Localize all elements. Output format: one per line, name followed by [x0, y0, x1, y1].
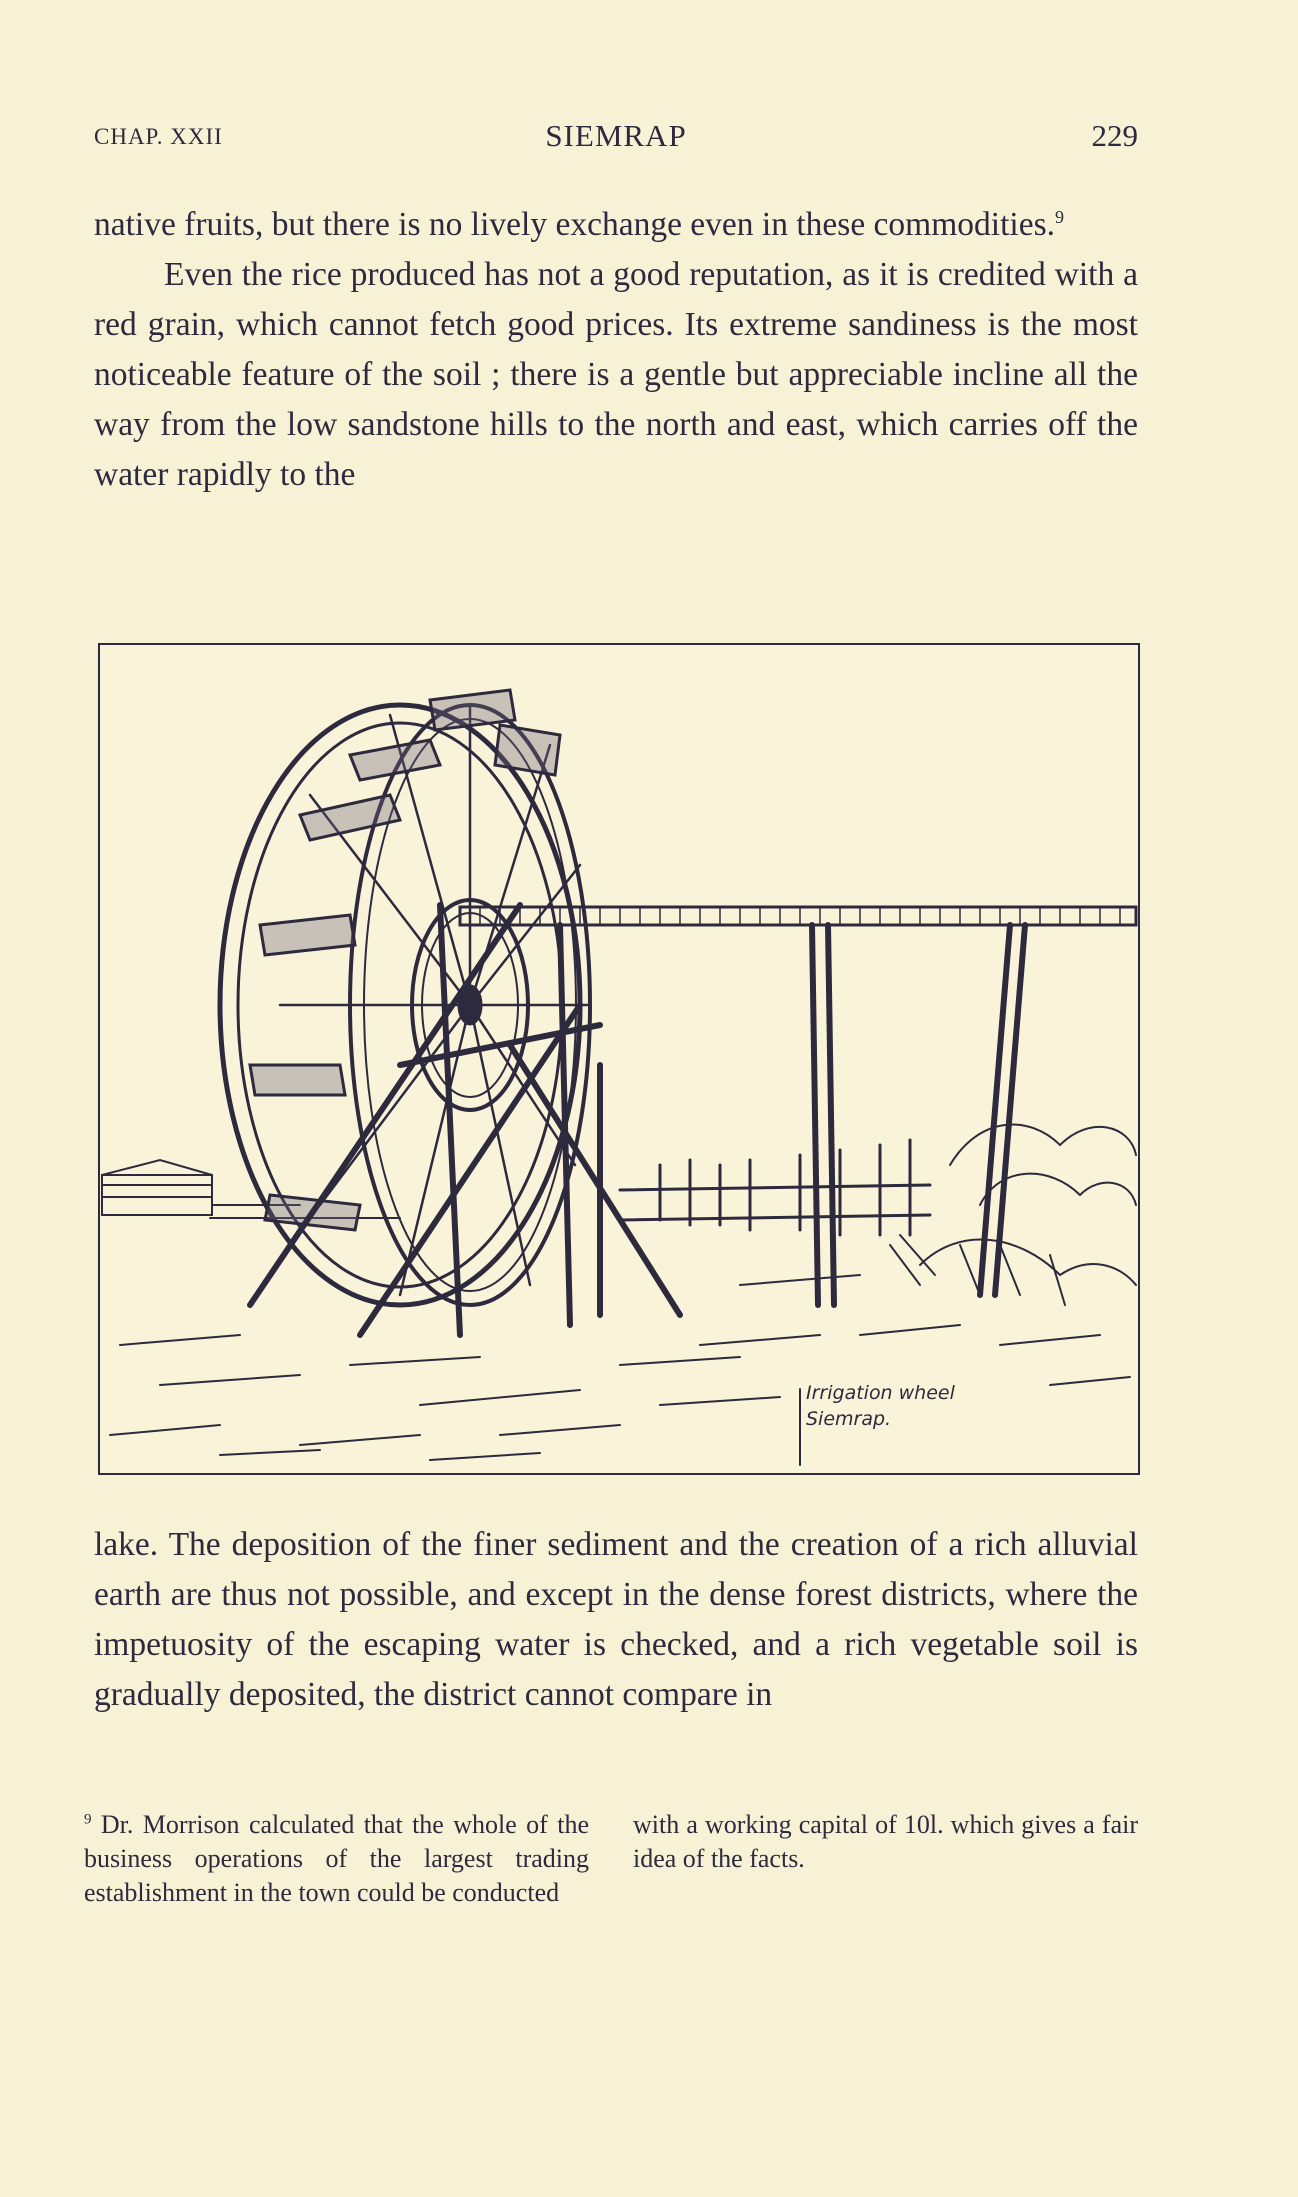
trough-supports	[812, 925, 1025, 1305]
paragraph-2: Even the rice produced has not a good reputation, as it is credited with a red grain, which cannot fetch good prices. Its extreme sandiness is the most noticeable feature of the soil ; there is a gentle but appreciable incline all the way from the low sandstone hills to the north and east, which carries off the water rapidly to the	[94, 256, 1138, 493]
running-header	[94, 118, 1138, 158]
figure-caption	[806, 1380, 955, 1432]
footnote-column-2: with a working capital of 10l. which gives a fair idea of the facts.	[633, 1810, 1138, 1873]
water-wheel	[220, 690, 590, 1305]
paragraph-3: lake. The deposition of the finer sediment and the creation of a rich alluvial earth are thus not possible, and except in the dense forest districts, where the impetuosity of the escaping water is checked, and a rich vegetable soil is gradually deposited, the district cannot compare in	[94, 1526, 1138, 1713]
irrigation-wheel-drawing	[100, 645, 1138, 1473]
water-ripples	[110, 1275, 1130, 1460]
paragraph-1	[94, 200, 1138, 250]
page-number: 229	[1091, 118, 1138, 153]
running-title: SIEMRAP	[545, 118, 687, 153]
caption-line-1: Irrigation wheel	[806, 1382, 955, 1404]
paragraph-1-text: native fruits, but there is no lively exchange even in these commodities.	[94, 206, 1055, 243]
footnote-text-1: Dr. Morrison calculated that the whole of the business operations of the largest trading establishment in the town could be conducted	[84, 1810, 589, 1907]
footnote-column-1	[84, 1808, 589, 1910]
illustration-irrigation-wheel	[98, 643, 1140, 1475]
body-text-top	[94, 200, 1138, 500]
aqueduct-trough	[460, 907, 1136, 925]
footnotes	[84, 1808, 1138, 1910]
chapter-label: CHAP. XXII	[94, 124, 223, 149]
background-fence	[620, 1140, 930, 1235]
caption-line-2: Siemrap.	[806, 1408, 892, 1430]
footnote-ref: 9	[1055, 206, 1064, 227]
footnote-marker: 9	[84, 1811, 92, 1828]
body-text-bottom	[94, 1520, 1138, 1720]
